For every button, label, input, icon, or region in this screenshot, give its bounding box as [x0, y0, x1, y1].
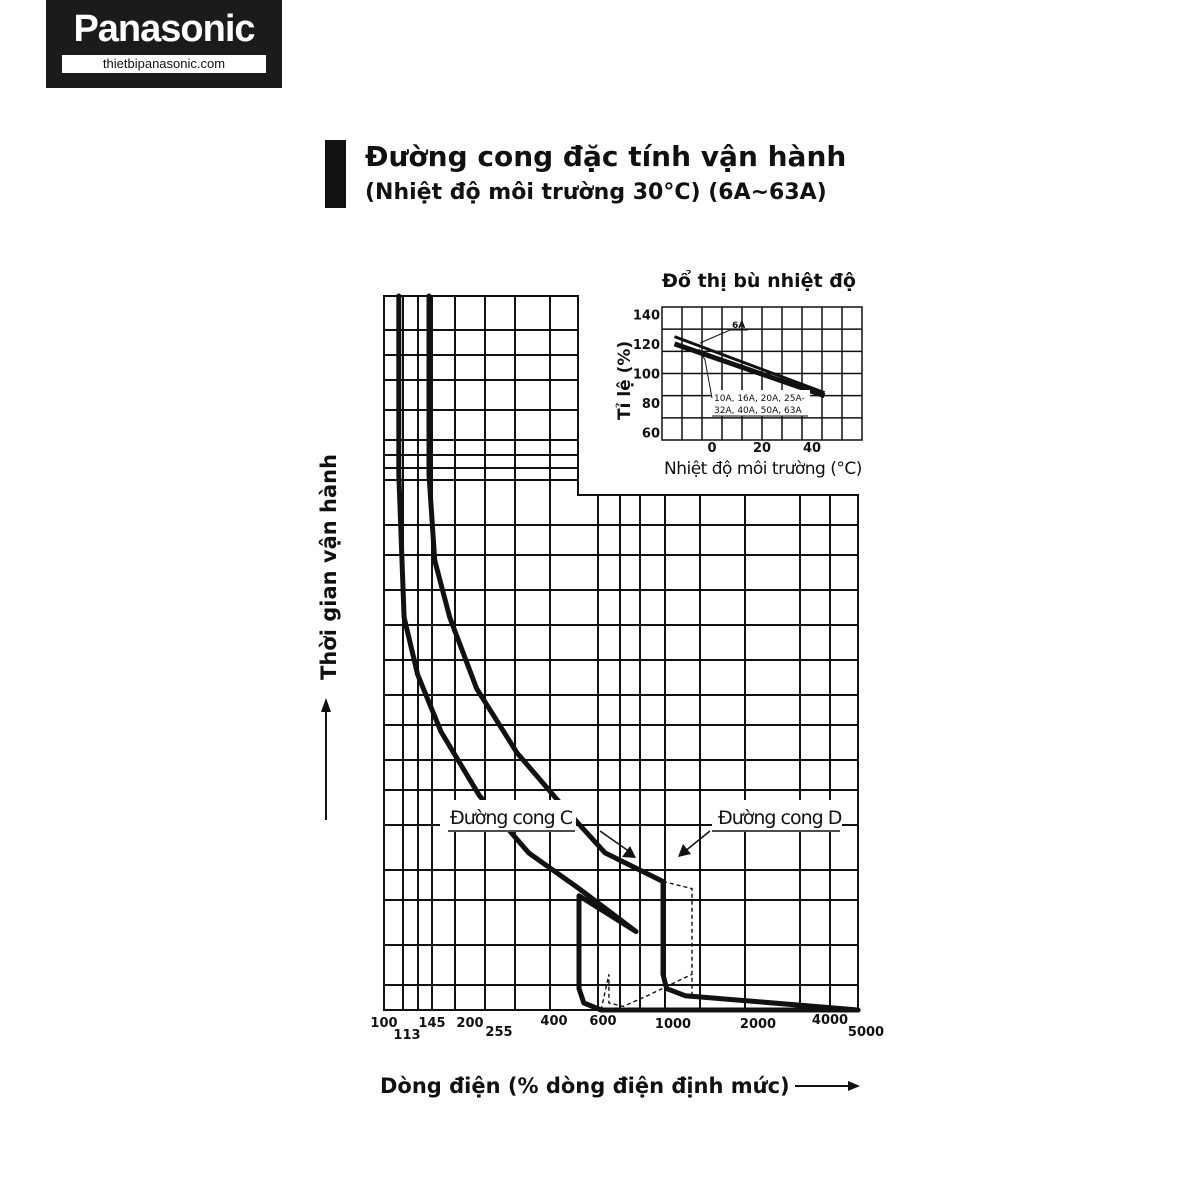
- inset-label-6a: 6A: [732, 321, 746, 331]
- inset-title: Đổ thị bù nhiệt độ: [662, 270, 856, 292]
- x-tick-label: 4000: [811, 1013, 849, 1028]
- logo-brand-name: Panasonic: [73, 8, 255, 50]
- annotation-d-arrowhead: [678, 844, 691, 857]
- logo-website: thietbipanasonic.com: [62, 55, 266, 73]
- x-tick-label: 113: [393, 1028, 421, 1043]
- x-tick-label: 5000: [847, 1025, 885, 1040]
- x-tick-label: 255: [485, 1025, 513, 1040]
- inset-label-group-line2: 32A, 40A, 50A, 63A: [714, 406, 802, 416]
- inset-x-tick: 20: [752, 441, 772, 456]
- temperature-compensation-inset: [615, 269, 862, 479]
- inset-x-axis-title: Nhiệt độ môi trường (°C): [664, 459, 862, 479]
- inset-x-tick: 0: [707, 441, 717, 456]
- inset-y-tick: 60: [641, 426, 660, 442]
- x-tick-label: 2000: [739, 1017, 777, 1032]
- x-tick-label: 145: [418, 1016, 446, 1031]
- inset-y-tick: 120: [632, 337, 660, 353]
- x-axis-title: Dòng điện (% dòng điện định mức): [380, 1074, 790, 1098]
- y-axis-arrow-head: [321, 698, 331, 712]
- annotation-d-pointer: [684, 831, 710, 852]
- x-axis-arrow-head: [848, 1081, 860, 1091]
- x-tick-label: 1000: [654, 1017, 692, 1032]
- inset-leader-6a: [700, 330, 730, 343]
- page-title: Đường cong đặc tính vận hành: [365, 140, 847, 173]
- y-axis-title: Thời gian vận hành: [317, 453, 341, 680]
- x-tick-label: 200: [456, 1016, 484, 1031]
- inset-y-tick: 100: [632, 367, 660, 383]
- page-subtitle: (Nhiệt độ môi trường 30°C) (6A~63A): [365, 180, 827, 205]
- inset-label-group-line1: 10A, 16A, 20A, 25A-: [714, 394, 805, 404]
- inset-y-axis-title: Tỉ lệ (%): [615, 340, 635, 420]
- x-tick-label: 600: [589, 1014, 617, 1029]
- inset-y-tick: 140: [632, 308, 660, 324]
- annotation-curve-c: Đường cong C: [450, 807, 573, 829]
- annotation-curve-d: Đường cong D: [718, 807, 842, 829]
- inset-x-tick: 40: [802, 441, 822, 456]
- x-tick-label: 400: [540, 1014, 568, 1029]
- x-tick-label: 100: [370, 1016, 398, 1031]
- inset-y-tick: 80: [641, 397, 660, 413]
- curve-dashed-bound: [663, 882, 694, 996]
